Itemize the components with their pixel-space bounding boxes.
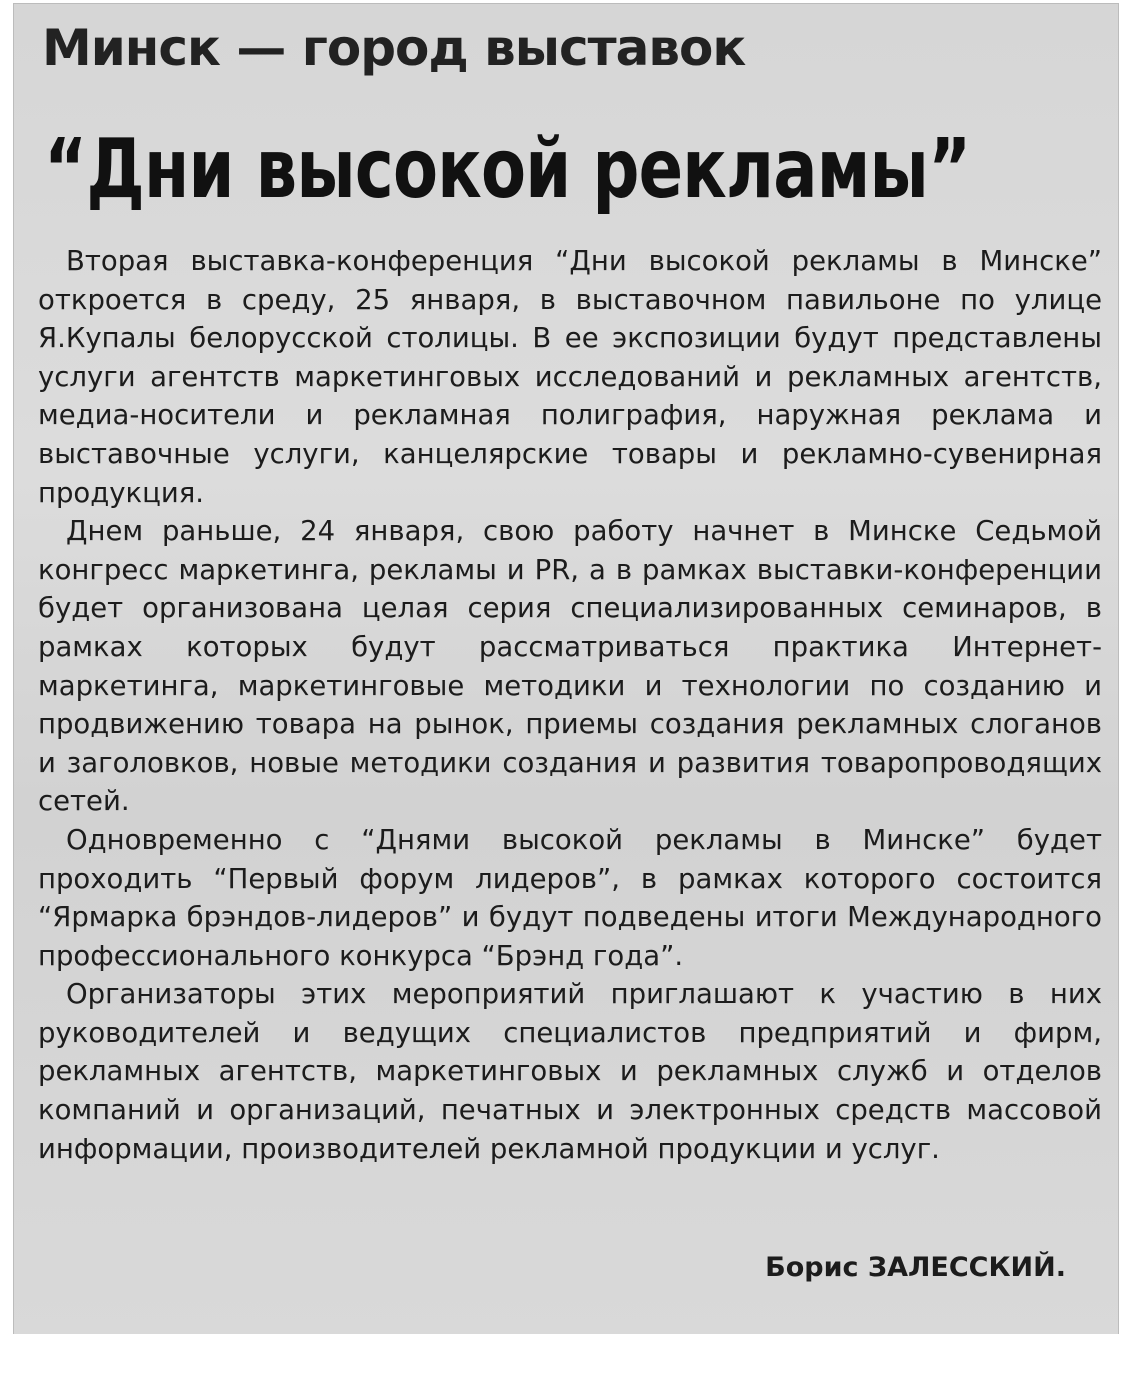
article-paragraph: Организаторы этих мероприятий приглашают к участию в них руководителей и ведущих специалистов предприятий и фирм, рекламных агентств, маркетинговых и рекламных служб и отделов компаний и организаций, печатных и электронных средств массовой информации, производителей рекламной продукции и услуг. <box>38 978 1102 1165</box>
article-paragraph: Вторая выставка-конференция “Дни высокой рекламы в Минске” откроется в среду, 25 января, в выставочном павильоне по улице Я.Купалы белорусской столицы. В ее экспозиции будут представлены услуги агентств маркетинговых исследований и рекламных агентств, медиа-носители и рекламная полиграфия, наружная реклама и выставочные услуги, канцелярские товары и рекламно-сувенирная продукция. <box>38 245 1102 509</box>
article-body <box>38 242 1102 1168</box>
section-kicker: Минск — город выставок <box>42 19 746 77</box>
author-byline: Борис ЗАЛЕССКИЙ. <box>765 1252 1066 1283</box>
article-headline: “Дни высокой рекламы” <box>44 122 971 217</box>
newspaper-clipping <box>14 4 1118 1340</box>
article-paragraph: Днем раньше, 24 января, свою работу начнет в Минске Седьмой конгресс маркетинга, рекламы и PR, а в рамках выставки-конференции будет организована целая серия специализированных семинаров, в рамках которых будут рассматриваться практика Интернет-маркетинга, маркетинговые методики и технологии по созданию и продвижению товара на рынок, приемы создания рекламных слоганов и заголовков, новые методики создания и развития товаропроводящих сетей. <box>38 515 1102 818</box>
article-paragraph: Одновременно с “Днями высокой рекламы в Минске” будет проходить “Первый форум лидеров”, в рамках которого состоится “Ярмарка брэндов-лидеров” и будут подведены итоги Международного профессионального конкурса “Брэнд года”. <box>38 823 1102 972</box>
